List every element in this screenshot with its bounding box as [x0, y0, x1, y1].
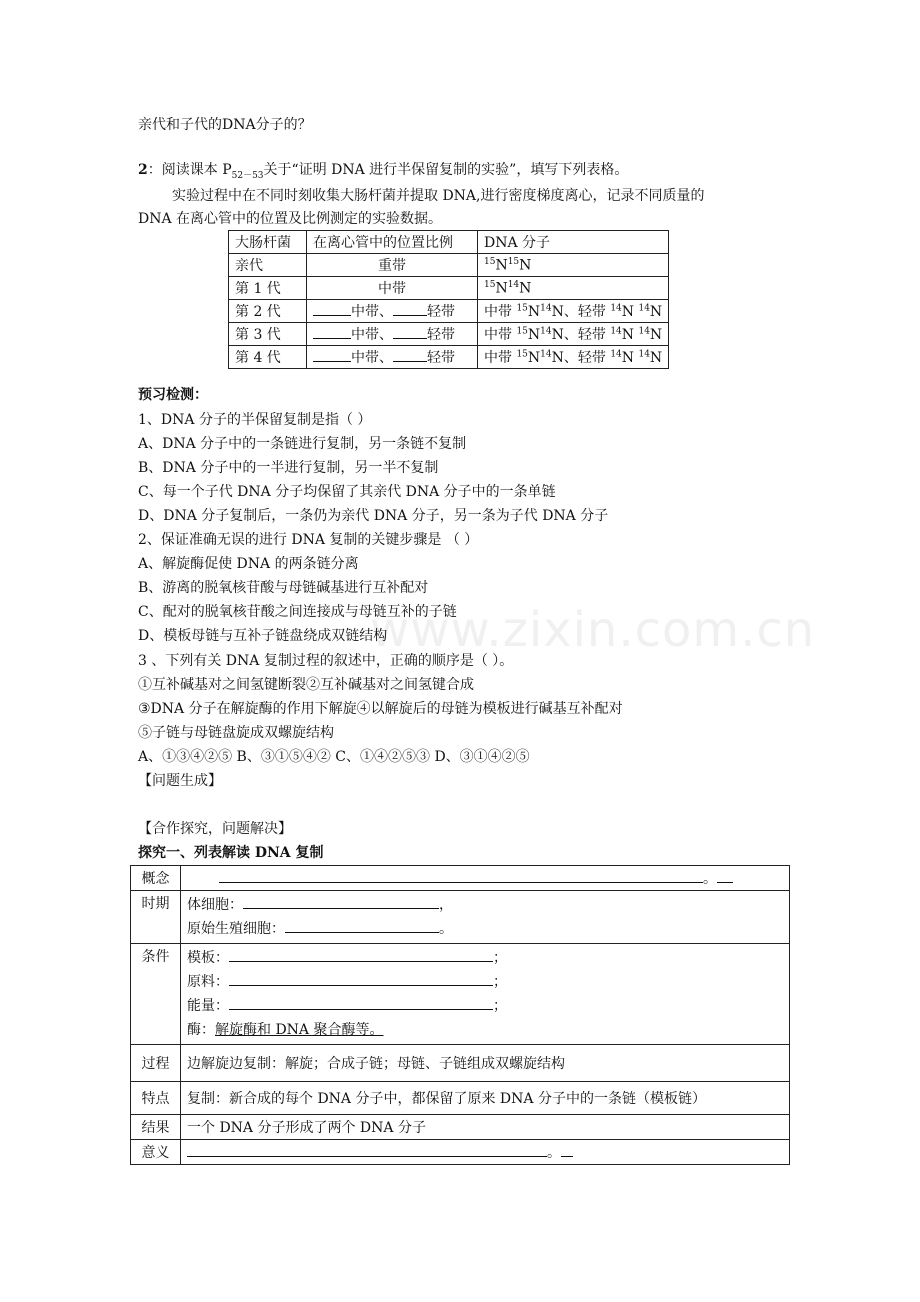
table-row [229, 300, 669, 323]
label-feature: 特点 [131, 1082, 181, 1115]
gen-cell: 第 3 代 [229, 323, 307, 346]
preview-q3: 3 、下列有关 DNA 复制过程的叙述中，正确的顺序是（ ）。 [138, 653, 514, 669]
table-row [229, 277, 669, 300]
label-period: 时期 [131, 891, 181, 944]
experiment-table [228, 230, 669, 369]
meaning-blank[interactable] [187, 1142, 547, 1157]
preview-q1-d[interactable]: D、DNA 分子复制后，一条仍为亲代 DNA 分子，另一条为子代 DNA 分子 [138, 508, 609, 524]
intro-tail: 亲代和子代的DNA分子的？ [138, 117, 312, 133]
label-result: 结果 [131, 1115, 181, 1140]
fill-blank[interactable] [393, 324, 427, 339]
cell-meaning: 。 [181, 1140, 790, 1165]
gen-cell: 第 2 代 [229, 300, 307, 323]
cell-feature: 复制：新合成的每个 DNA 分子中，都保留了原来 DNA 分子中的一条链（模板链） [181, 1082, 790, 1115]
germ-cell-blank[interactable] [285, 918, 439, 933]
preview-q1-a[interactable]: A、DNA 分子中的一条链进行复制，另一条链不复制 [138, 436, 467, 452]
q2-page-range: 52－53 [231, 170, 264, 181]
fill-blank[interactable] [313, 347, 351, 362]
table-row [229, 346, 669, 369]
dna-replication-table [130, 865, 790, 1165]
fill-blank[interactable] [313, 301, 351, 316]
somatic-blank[interactable] [243, 894, 439, 909]
row-period [131, 891, 790, 944]
preview-q2-b[interactable]: B、游离的脱氧核苷酸与母链碱基进行互补配对 [138, 580, 429, 596]
preview-q2-a[interactable]: A、解旋酶促使 DNA 的两条链分离 [138, 556, 359, 572]
gen-cell: 第 4 代 [229, 346, 307, 369]
header-position: 在离心管中的位置比例 [307, 231, 478, 254]
cell-process: 边解旋边复制：解旋；合成子链；母链、子链组成双螺旋结构 [181, 1045, 790, 1082]
preview-q3-step3: ⑤子链与母链盘旋成双螺旋结构 [138, 725, 334, 741]
fill-blank[interactable] [393, 301, 427, 316]
header-dna: DNA 分子 [478, 231, 669, 254]
row-feature [131, 1082, 790, 1115]
preview-q1: 1、DNA 分子的半保留复制是指（ ） [138, 412, 372, 428]
pos-cell: 中带、 轻带 [307, 323, 478, 346]
table-row [229, 254, 669, 277]
mol-cell: 中带 $^{15}N^{14}N$、轻带 $^{14}$N $^{14}$N [478, 323, 669, 346]
pos-cell: 中带 [307, 277, 478, 300]
gen-cell: 第 1 代 [229, 277, 307, 300]
q2-desc-2: DNA 在离心管中的位置及比例测定的实验数据。 [138, 211, 443, 227]
watermark: www.zixin.com.cn [370, 602, 816, 658]
q2-heading [138, 160, 628, 186]
cell-result: 一个 DNA 分子形成了两个 DNA 分子 [181, 1115, 790, 1140]
row-meaning [131, 1140, 790, 1165]
row-result [131, 1115, 790, 1140]
label-meaning: 意义 [131, 1140, 181, 1165]
row-concept [131, 866, 790, 891]
section-problem-generation: 【问题生成】 [138, 773, 222, 789]
label-concept: 概念 [131, 866, 181, 891]
q2-text-post: 关于“证明 DNA 进行半保留复制的实验”，填写下列表格。 [263, 162, 629, 178]
row-condition [131, 944, 790, 1045]
preview-q1-c[interactable]: C、每一个子代 DNA 分子均保留了其亲代 DNA 分子中的一条单链 [138, 484, 556, 500]
cell-period: 体细胞： ， 原始生殖细胞： 。 [181, 891, 790, 944]
preview-q1-b[interactable]: B、DNA 分子中的一半进行复制，另一半不复制 [138, 460, 439, 476]
mol-cell: 中带 $^{15}N^{14}N$、轻带 $^{14}$N $^{14}$N [478, 300, 669, 323]
mol-cell: 中带 $^{15}N^{14}N$、轻带 $^{14}$N $^{14}$N [478, 346, 669, 369]
preview-q3-step2: ③DNA 分子在解旋酶的作用下解旋④以解旋后的母链为模板进行碱基互补配对 [138, 701, 623, 717]
mol-cell: $^{15}N^{15}N$ [478, 254, 669, 277]
preview-q3-options[interactable]: A、①③④②⑤ B、③①⑤④② C、①④②⑤③ D、③①④②⑤ [138, 749, 530, 765]
material-blank[interactable] [229, 971, 493, 986]
enzyme-answer: 解旋酶和 DNA 聚合酶等。 [215, 1022, 384, 1038]
pos-cell: 中带、 轻带 [307, 346, 478, 369]
fill-blank[interactable] [313, 324, 351, 339]
q2-number: 2 [138, 162, 148, 178]
table-header-row [229, 231, 669, 254]
header-ecoli: 大肠杆菌 [229, 231, 307, 254]
row-process [131, 1045, 790, 1082]
cell-concept: 。 [181, 866, 790, 891]
label-condition: 条件 [131, 944, 181, 1045]
q2-text-pre: ：阅读课本 P [147, 162, 232, 178]
label-process: 过程 [131, 1045, 181, 1082]
concept-blank[interactable] [219, 868, 703, 883]
section-explore-1: 探究一、列表解读 DNA 复制 [138, 845, 324, 861]
template-blank[interactable] [229, 947, 493, 962]
preview-q3-step1: ①互补碱基对之间氢键断裂②互补碱基对之间氢键合成 [138, 677, 474, 693]
pos-cell: 重带 [307, 254, 478, 277]
pos-cell: 中带、 轻带 [307, 300, 478, 323]
preview-q2-d[interactable]: D、模板母链与互补子链盘绕成双链结构 [138, 628, 388, 644]
energy-blank[interactable] [229, 995, 493, 1010]
mol-cell: $^{15}N^{14}N$ [478, 277, 669, 300]
preview-heading: 预习检测： [138, 387, 208, 403]
table-row [229, 323, 669, 346]
preview-q2-c[interactable]: C、配对的脱氧核苷酸之间连接成与母链互补的子链 [138, 604, 457, 620]
cell-condition: 模板： ； 原料： ； 能量： ； 酶：解旋酶和 DNA 聚合酶等。 [181, 944, 790, 1045]
gen-cell: 亲代 [229, 254, 307, 277]
q2-desc-1: 实验过程中在不同时刻收集大肠杆菌并提取 DNA,进行密度梯度离心，记录不同质量的 [172, 188, 705, 204]
section-cooperation: 【合作探究，问题解决】 [138, 821, 292, 837]
fill-blank[interactable] [393, 347, 427, 362]
preview-q2: 2、保证准确无误的进行 DNA 复制的关键步骤是 （ ） [138, 532, 479, 548]
